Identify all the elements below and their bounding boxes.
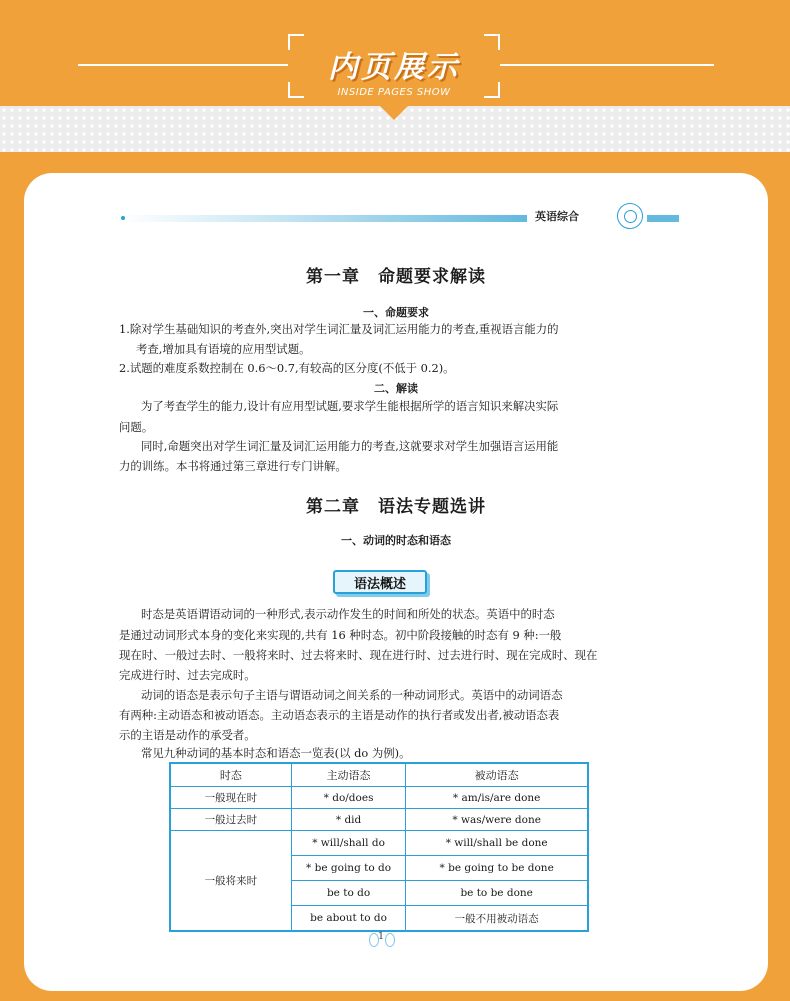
chapter-2-para-1-line-1: 时态是英语谓语动词的一种形式,表示动作发生的时间和所处的状态。英语中的时态 <box>141 607 555 621</box>
chapter-2-para-3: 常见九种动词的基本时态和语态一览表(以 do 为例)。 <box>141 746 411 760</box>
chapter-2-para-2-line-1: 动词的语态是表示句子主语与谓语动词之间关系的一种动词形式。英语中的动词语态 <box>141 688 563 702</box>
table-cell: 一般现在时 <box>170 787 291 809</box>
emblem-icon <box>617 203 643 229</box>
item-1-line-2: 考查,增加具有语境的应用型试题。 <box>136 342 311 356</box>
table-header: 时态 <box>170 763 291 787</box>
table-cell: * was/were done <box>406 809 588 831</box>
banner-rule-left <box>78 64 288 66</box>
grammar-overview-tag <box>333 570 427 594</box>
header-banner <box>0 0 790 106</box>
banner-subtitle: INSIDE PAGES SHOW <box>337 87 451 98</box>
running-head <box>119 211 679 225</box>
chapter-2-para-1-line-3: 现在时、一般过去时、一般将来时、过去将来时、现在进行时、过去进行时、现在完成时、现在 <box>119 648 598 662</box>
tense-voice-table <box>169 762 589 932</box>
running-head-tail <box>647 215 679 222</box>
table-cell: be to be done <box>406 881 588 906</box>
table-cell: * did <box>291 809 406 831</box>
chapter-2-title: 第二章 语法专题选讲 <box>306 497 486 517</box>
chapter-2-para-1-line-4: 完成进行时、过去完成时。 <box>119 668 256 682</box>
chapter-1-para-2-line-2: 力的训练。本书将通过第三章进行专门讲解。 <box>119 459 347 473</box>
chapter-2-para-2-line-3: 示的主语是动作的承受者。 <box>119 728 256 742</box>
chapter-1-para-1-line-2: 问题。 <box>119 420 154 434</box>
chapter-1-para-2-line-1: 同时,命题突出对学生词汇量及词汇运用能力的考查,这就要求对学生加强语言运用能 <box>141 439 559 453</box>
item-1-line-1: 1.除对学生基础知识的考查外,突出对学生词汇量及词汇运用能力的考查,重视语言能力的 <box>119 322 559 336</box>
table-cell: * be going to be done <box>406 856 588 881</box>
chapter-2-para-2-line-2: 有两种:主动语态和被动语态。主动语态表示的主语是动作的执行者或发出者,被动语态表 <box>119 708 560 722</box>
chapter-1-para-1-line-1: 为了考查学生的能力,设计有应用型试题,要求学生能根据所学的语言知识来解决实际 <box>141 399 559 413</box>
running-head-label: 英语综合 <box>535 210 579 223</box>
table-cell: 一般将来时 <box>170 831 291 932</box>
table-cell: * will/shall do <box>291 831 406 856</box>
book-page <box>24 173 768 991</box>
table-cell: 一般不用被动语态 <box>406 906 588 932</box>
banner-notch <box>380 106 408 120</box>
table-cell: * will/shall be done <box>406 831 588 856</box>
table-header: 主动语态 <box>291 763 406 787</box>
table-cell: * do/does <box>291 787 406 809</box>
banner-rule-right <box>500 64 714 66</box>
table-header: 被动语态 <box>406 763 588 787</box>
running-head-dot <box>121 216 125 220</box>
table-cell: be to do <box>291 881 406 906</box>
banner-title: 内页展示 <box>328 50 460 85</box>
running-head-bar <box>119 215 527 222</box>
item-2: 2.试题的难度系数控制在 0.6～0.7,有较高的区分度(不低于 0.2)。 <box>119 361 455 375</box>
table-cell: 一般过去时 <box>170 809 291 831</box>
chapter-2-para-1-line-2: 是通过动词形式本身的变化来实现的,共有 16 种时态。初中阶段接触的时态有 9 种:一般 <box>119 628 562 642</box>
table-cell: * be going to do <box>291 856 406 881</box>
grammar-overview-tag-label: 语法概述 <box>353 577 406 592</box>
table-row <box>170 809 588 831</box>
table-row <box>170 831 588 856</box>
chapter-2-section-1: 一、动词的时态和语态 <box>341 534 451 547</box>
chapter-1-title: 第一章 命题要求解读 <box>306 267 486 287</box>
chapter-1-section-2: 二、解读 <box>374 382 418 395</box>
table-header-row <box>170 763 588 787</box>
table-row <box>170 787 588 809</box>
table-cell: * am/is/are done <box>406 787 588 809</box>
table-cell: be about to do <box>291 906 406 932</box>
page-number: 1 <box>377 931 385 942</box>
chapter-1-section-1: 一、命题要求 <box>363 306 429 319</box>
